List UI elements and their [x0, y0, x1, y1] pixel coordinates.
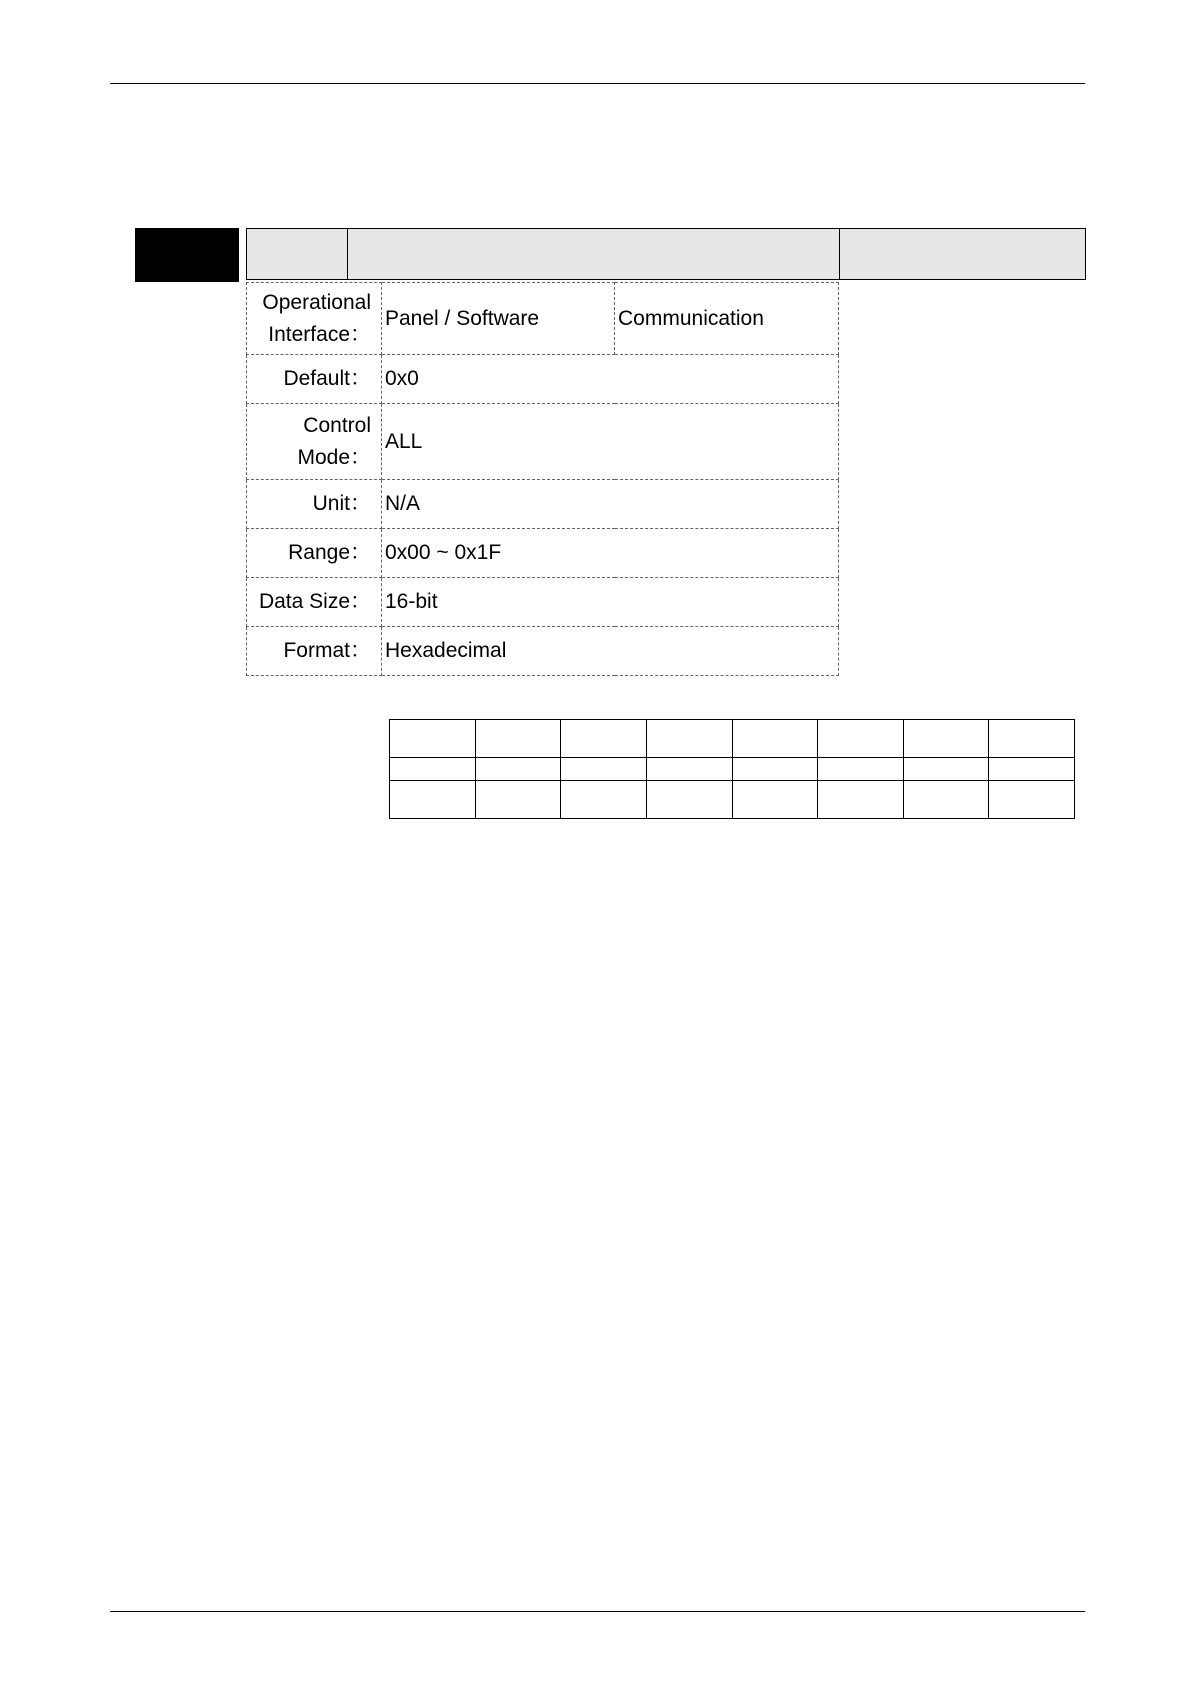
attr-row-default	[247, 355, 839, 404]
attr-row-data-size	[247, 578, 839, 627]
parameter-attributes-table	[246, 282, 839, 676]
bit-table-cell	[732, 720, 818, 758]
attr-label: Unit：	[247, 480, 382, 529]
header-cell-name	[348, 229, 840, 279]
bit-table-cell	[561, 758, 647, 781]
bit-table-cell	[475, 781, 561, 819]
attr-row-unit	[247, 480, 839, 529]
bit-table-cell	[390, 720, 476, 758]
attr-value: Panel / Software	[382, 283, 615, 355]
attr-label: Control Mode：	[247, 404, 382, 480]
attr-row-operational-interface	[247, 283, 839, 355]
bit-table-cell	[989, 758, 1075, 781]
bit-table-cell	[903, 720, 989, 758]
attr-value: 0x00 ~ 0x1F	[382, 529, 839, 578]
attr-row-control-mode	[247, 404, 839, 480]
parameter-code-block	[135, 228, 239, 282]
attr-label: Operational Interface：	[247, 283, 382, 355]
attr-row-format	[247, 627, 839, 676]
attr-value: ALL	[382, 404, 839, 480]
bit-table-cell	[646, 720, 732, 758]
bit-table-cell	[818, 720, 904, 758]
bit-table-cell	[903, 758, 989, 781]
header-cell-address	[247, 229, 348, 279]
bit-definition-table	[389, 719, 1075, 819]
bit-table-row	[390, 720, 1075, 758]
header-rule	[110, 83, 1085, 84]
attr-label: Data Size：	[247, 578, 382, 627]
bit-table-row	[390, 781, 1075, 819]
attr-label: Default：	[247, 355, 382, 404]
footer-rule	[110, 1611, 1085, 1612]
bit-table-cell	[646, 758, 732, 781]
attr-value: N/A	[382, 480, 839, 529]
attr-value: 16-bit	[382, 578, 839, 627]
bit-table-cell	[732, 758, 818, 781]
header-cell-reference	[840, 229, 1085, 279]
attr-label: Range：	[247, 529, 382, 578]
bit-table-cell	[989, 781, 1075, 819]
bit-table-cell	[475, 758, 561, 781]
bit-table-cell	[818, 758, 904, 781]
bit-table-cell	[989, 720, 1075, 758]
attr-row-range	[247, 529, 839, 578]
bit-table-cell	[561, 781, 647, 819]
parameter-header-bar	[246, 228, 1086, 280]
bit-table-cell	[818, 781, 904, 819]
bit-table-cell	[475, 720, 561, 758]
bit-table-cell	[390, 781, 476, 819]
bit-table-cell	[903, 781, 989, 819]
attr-value: Hexadecimal	[382, 627, 839, 676]
attr-value: Communication	[615, 283, 839, 355]
bit-table-row	[390, 758, 1075, 781]
bit-table-cell	[732, 781, 818, 819]
attr-value: 0x0	[382, 355, 839, 404]
bit-table-cell	[390, 758, 476, 781]
attr-label: Format：	[247, 627, 382, 676]
bit-table-cell	[646, 781, 732, 819]
bit-table-cell	[561, 720, 647, 758]
